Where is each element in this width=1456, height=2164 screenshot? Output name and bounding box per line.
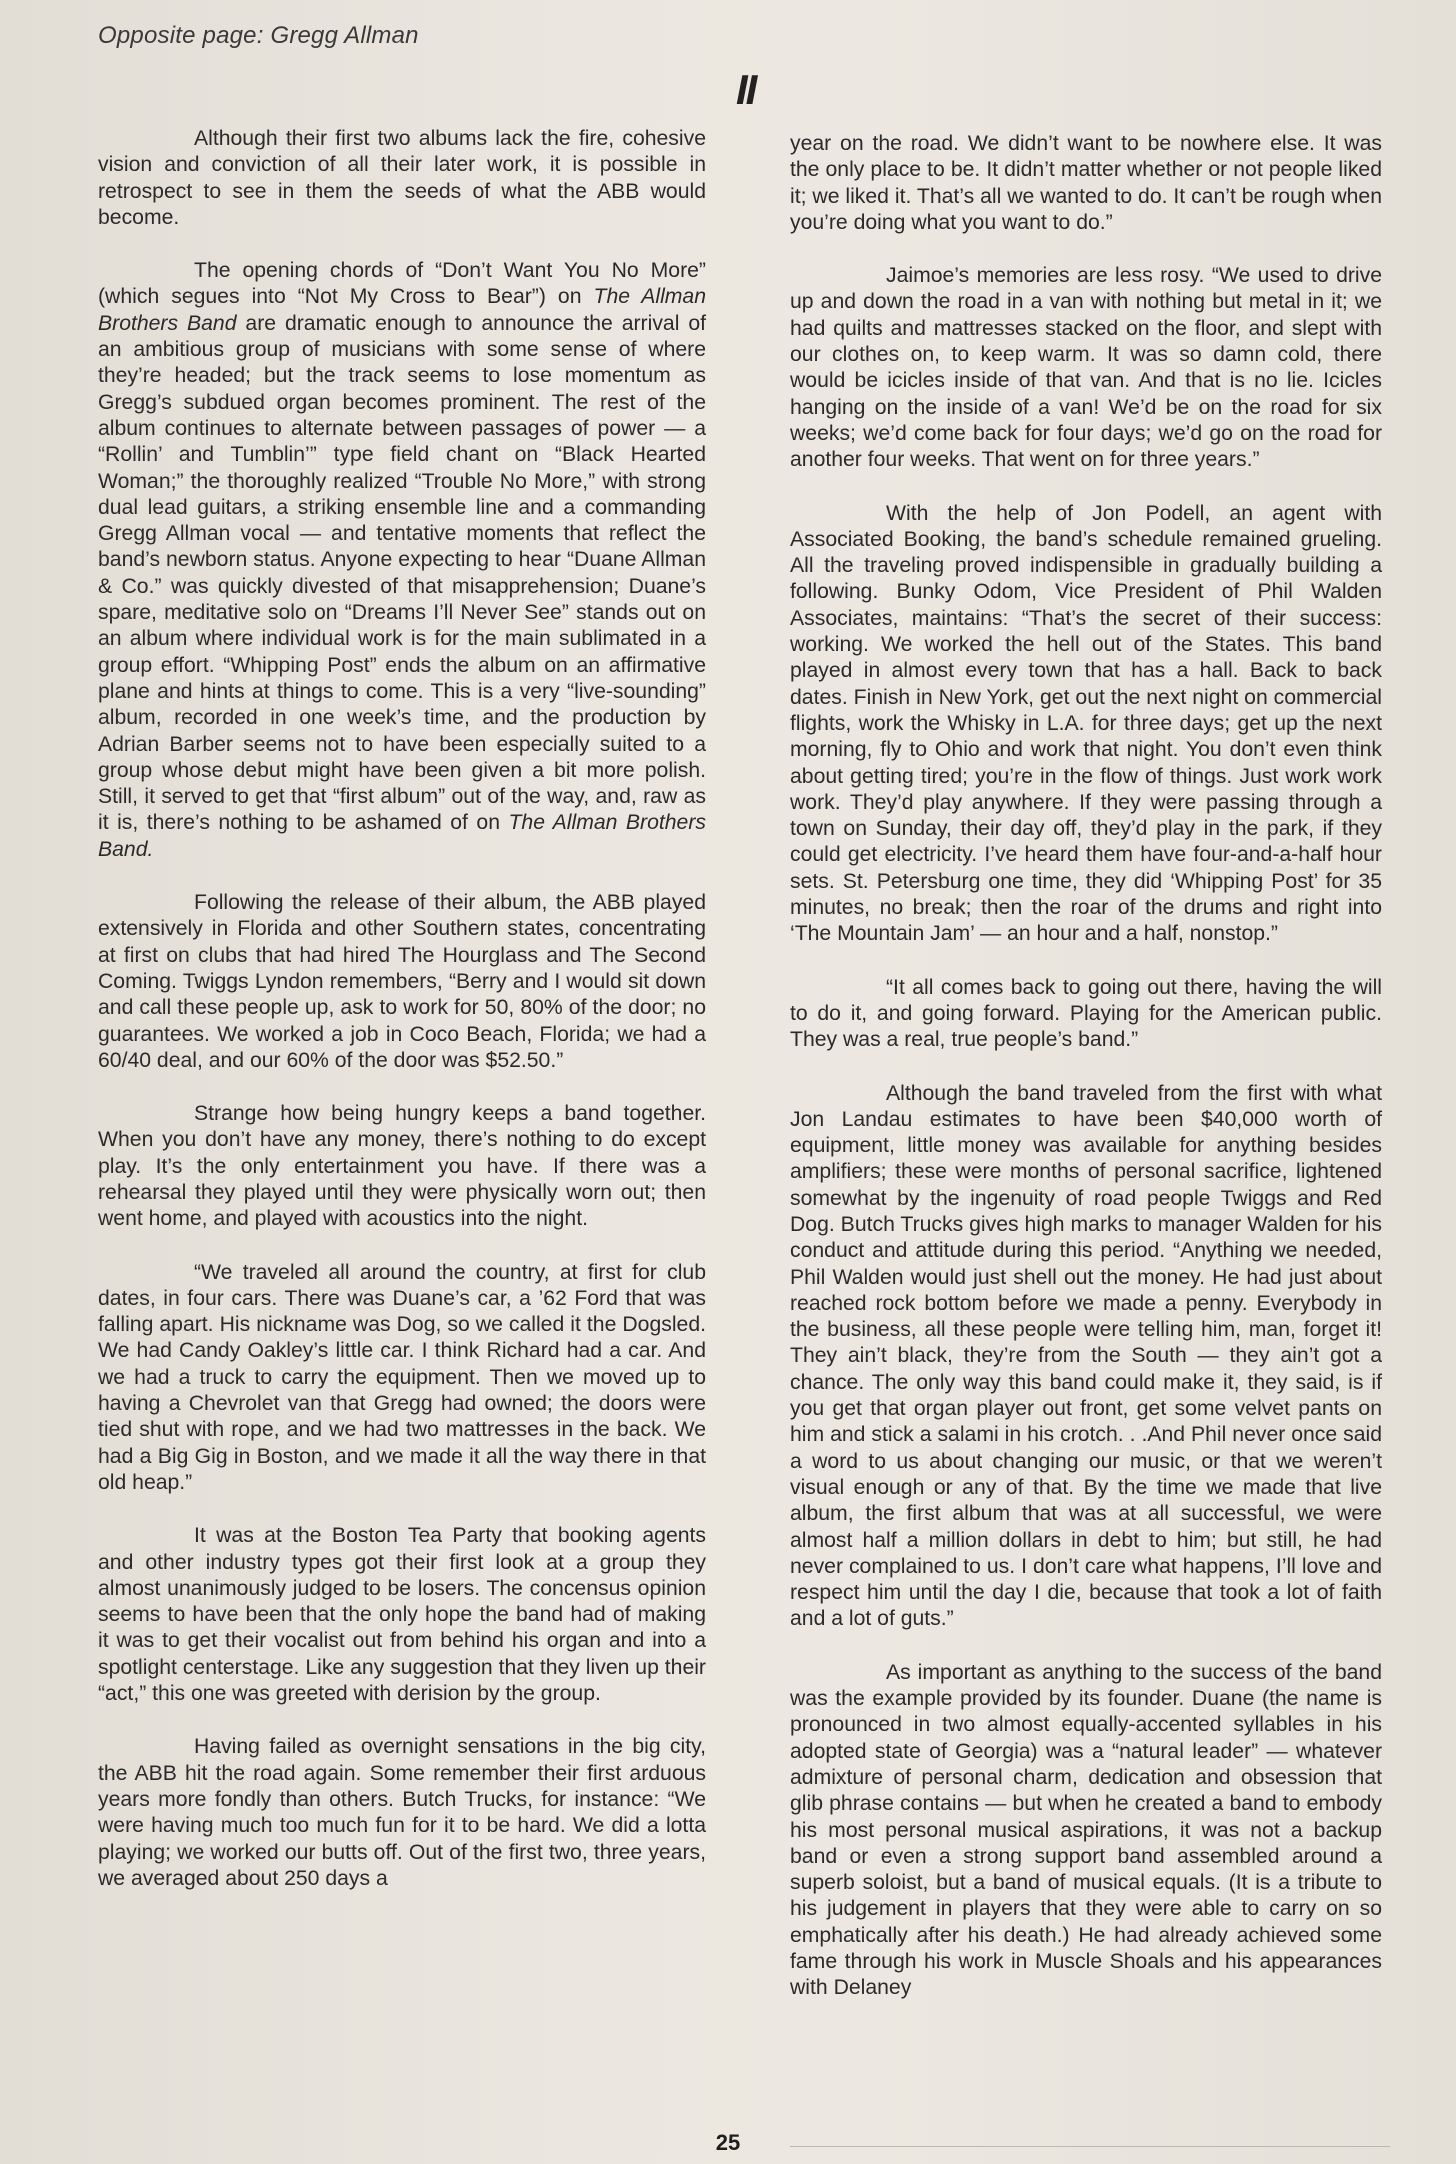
paragraph: The opening chords of “Don’t Want You No More” (which segues into “Not My Cross to Bear”) on The Allman Brothers Band are dramatic enough to announce the arrival of an ambitious group of musicians with some sense of where they’re headed; but the track seems to lose momentum as Gregg’s subdued organ becomes prominent. The rest of the album continues to alternate between passages of power — a “Rollin’ and Tumblin’” type field chant on “Black Hearted Woman;” the thoroughly realized “Trouble No More,” with strong dual lead guitars, a striking ensemble line and a commanding Gregg Allman vocal — and tentative moments that reflect the band’s newborn status. Anyone expecting to hear “Duane Allman & Co.” was quickly divested of that misapprehension; Duane’s spare, meditative solo on “Dreams I’ll Never See” stands out on an album where individual work is for the main sublimated in a group effort. “Whipping Post” ends the album on an affirmative plane and hints at things to come. This is a very “live-sounding” album, recorded in one week’s time, and the production by Adrian Barber seems not to have been especially suited to a group whose debut might have been given a bit more polish. Still, it served to get that “first album” out of the way, and, raw as it is, there’s nothing to be ashamed of on The Allman Brothers Band. (98, 259, 706, 861)
left-column (98, 126, 706, 1919)
paragraph: “It all comes back to going out there, having the will to do it, and going forward. Playing for the American public. They was a real, true people’s band.” (790, 975, 1382, 1052)
paragraph: Having failed as overnight sensations in the big city, the ABB hit the road again. Some remember their first arduous years more fondly than others. Butch Trucks, for instance: “We were having much too much fun for it to be hard. We did a lotta playing; we worked our butts off. Out of the first two, three years, we averaged about 250 days a (98, 1735, 706, 1890)
right-column (790, 131, 1382, 2029)
album-title: The Allman Brothers Band. (98, 811, 706, 861)
footer-rule (790, 2146, 1390, 2147)
paragraph: Strange how being hungry keeps a band together. When you don’t have any money, there’s nothing to do except play. It’s the only entertainment you have. If there was a rehearsal they played until they were physically worn out; then went home, and played with acoustics into the night. (98, 1102, 706, 1231)
paragraph: Although their first two albums lack the fire, cohesive vision and conviction of all their later work, it is possible in retrospect to see in them the seeds of what the ABB would become. (98, 127, 706, 229)
paragraph: With the help of Jon Podell, an agent with Associated Booking, the band’s schedule remained grueling. All the traveling proved indispensible in gradually building a following. Bunky Odom, Vice President of Phil Walden Associates, maintains: “That’s the secret of their success: working. We worked the hell out of the States. This band played in almost every town that has a hall. Back to back dates. Finish in New York, get out the next night on commercial flights, work the Whisky in L.A. for three days; get up the next morning, fly to Ohio and work that night. You don’t even think about getting tired; you’re in the flow of things. Just work work work. They’d play anywhere. If they were passing through a town on Sunday, their day off, they’d play in the park, if they could get electricity. I’ve heard them have four-and-a-half hour sets. St. Petersburg one time, they did ‘Whipping Post’ for 35 minutes, no break; then the roar of the drums and right into ‘The Mountain Jam’ — an hour and a half, nonstop.” (790, 501, 1382, 946)
paragraph: Although the band traveled from the first with what Jon Landau estimates to have been $40,000 worth of equipment, little money was available for anything besides amplifiers; these were months of personal sacrifice, lightened somewhat by the ingenuity of road people Twiggs and Red Dog. Butch Trucks gives high marks to manager Walden for his conduct and attitude during this period. “Anything we needed, Phil Walden would just shell out the money. He had just about reached rock bottom before we made a penny. Everybody in the business, all these people were telling him, man, forget it! They ain’t black, they’re from the South — they ain’t got a chance. The only way this band could make it, they said, is if you get that organ player out front, get some velvet pants on him and stick a salami in his crotch. . .And Phil never once said a word to us about changing our music, or that we weren’t visual enough or any of that. By the time we made that live album, the first album that was at all successful, we were almost half a million dollars in debt to him; but still, he had never complained to us. I don’t care what happens, I’ll love and respect him until the day I die, because that took a lot of faith and a lot of guts.” (790, 1081, 1382, 1631)
paragraph: As important as anything to the success of the band was the example provided by its founder. Duane (the name is pronounced in two almost equally-accented syllables in his adopted state of Georgia) was a “natural leader” — whatever admixture of personal charm, dedication and obsession that glib phrase contains — but when he created a band to embody his most personal musical aspirations, it was not a backup band or even a strong support band assembled around a superb soloist, but a band of musical equals. (It is a tribute to his judgement in players that they were able to carry on so emphatically after his death.) He had already achieved some fame through his work in Muscle Shoals and his appearances with Delaney (790, 1660, 1382, 2000)
photo-caption: Opposite page: Gregg Allman (98, 22, 419, 49)
album-title: The Allman Brothers Band (98, 285, 706, 335)
paragraph: year on the road. We didn’t want to be nowhere else. It was the only place to be. It didn’t matter whether or not people liked it; we liked it. That’s all we wanted to do. It can’t be rough when you’re doing what you want to do.” (790, 132, 1382, 234)
paragraph: Following the release of their album, the ABB played extensively in Florida and other Southern states, concentrating at first on clubs that had hired The Hourglass and The Second Coming. Twiggs Lyndon remembers, “Berry and I would sit down and call these people up, ask to work for 50, 80% of the door; no guarantees. We worked a job in Coco Beach, Florida; we had a 60/40 deal, and our 60% of the door was $52.50.” (98, 891, 706, 1072)
page-number: 25 (715, 2130, 741, 2155)
paragraph: “We traveled all around the country, at first for club dates, in four cars. There was Duane’s car, a ’62 Ford that was falling apart. His nickname was Dog, so we called it the Dogsled. We had Candy Oakley’s little car. I think Richard had a car. And we had a truck to carry the equipment. Then we moved up to having a Chevrolet van that Gregg had owned; the doors were tied shut with rope, and we had two mattresses in the back. We had a Big Gig in Boston, and we made it all the way there in that old heap.” (98, 1260, 706, 1494)
paragraph: Jaimoe’s memories are less rosy. “We used to drive up and down the road in a van with nothing but metal in it; we had quilts and mattresses stacked on the floor, and slept with our clothes on, to keep warm. It was so damn cold, there would be icicles inside of that van. And that is no lie. Icicles hanging on the inside of a van! We’d be on the road for six weeks; we’d come back for four days; we’d go on the road for another four weeks. That went on for three years.” (790, 264, 1382, 472)
chapter-numeral: II (736, 66, 756, 113)
paragraph: It was at the Boston Tea Party that booking agents and other industry types got their first look at a group they almost unanimously judged to be losers. The concensus opinion seems to have been that the only hope the band had of making it was to get their vocalist out from behind his organ and into a spotlight centerstage. Like any suggestion that they liven up their “act,” this one was greeted with derision by the group. (98, 1524, 706, 1706)
